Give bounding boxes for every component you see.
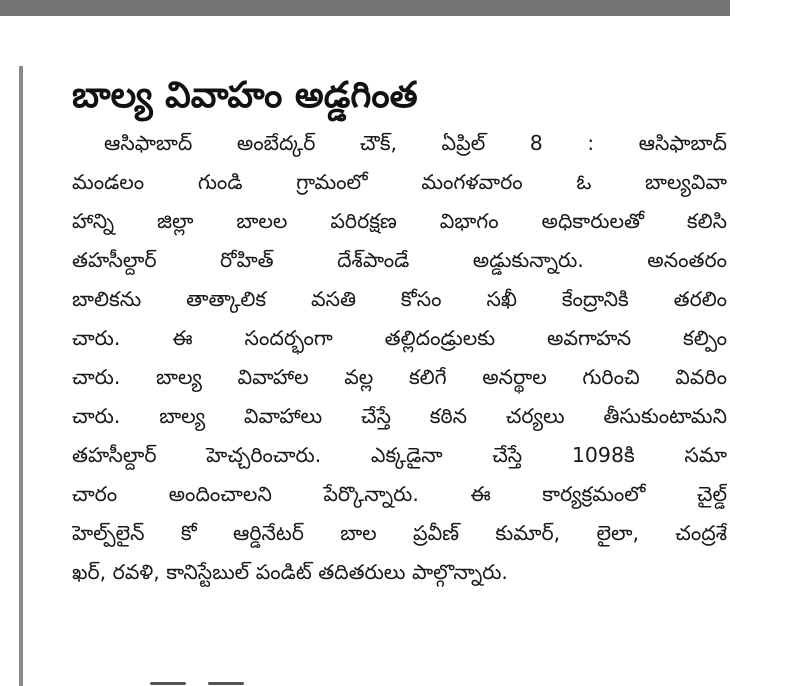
article-headline: బాల్య వివాహం అడ్డగింత — [72, 75, 418, 116]
column-divider — [19, 66, 23, 686]
article-line: చారు. బాల్య వివాహాలు చేస్తే కఠిన చర్యలు తీసుకుంటామని — [72, 404, 727, 428]
article-line: చారు. బాల్య వివాహాల వల్ల కలిగే అనర్థాల గురించి వివరిం — [72, 365, 727, 389]
top-banner-bar — [0, 0, 730, 16]
article-line: మండలం గుండి గ్రామంలో మంగళవారం ఓ బాల్యవివా — [72, 170, 727, 194]
article-body — [72, 124, 727, 592]
article-line: తహసీల్దార్ హెచ్చరించారు. ఎక్కడైనా చేస్తే 1098కి సమా — [72, 443, 727, 467]
text-fragment-mark — [208, 682, 244, 685]
article-line: చారం అందించాలని పేర్కొన్నారు. ఈ కార్యక్రమంలో చైల్డ్ — [72, 482, 727, 506]
article-line: చారు. ఈ సందర్భంగా తల్లిదండ్రులకు అవగాహన కల్పిం — [72, 326, 727, 350]
article-line: ఆసిఫాబాద్ అంబేద్కర్ చౌక్, ఏప్రిల్ 8 : ఆసిఫాబాద్ — [104, 131, 727, 155]
news-article — [72, 68, 727, 592]
cropped-next-text-fragment — [150, 676, 310, 686]
article-line: ఖర్, రవళి, కానిస్టేబుల్ పండిట్ తదితరులు పాల్గొన్నారు. — [72, 560, 508, 584]
article-line: హాన్ని జిల్లా బాలల పరిరక్షణ విభాగం అధికారులతో కలిసి — [72, 209, 727, 233]
article-line: హెల్ప్‌లైన్ కో ఆర్డినేటర్ బాల ప్రవీణ్ కుమార్, లైలా, చంద్రశే — [72, 521, 727, 545]
article-line: బాలికను తాత్కాలిక వసతి కోసం సఖీ కేంద్రానికి తరలిం — [72, 287, 727, 311]
text-fragment-mark — [150, 682, 186, 685]
article-line: తహసీల్దార్ రోహిత్ దేశ్‌పాండే అడ్డుకున్నారు. అనంతరం — [72, 248, 727, 272]
